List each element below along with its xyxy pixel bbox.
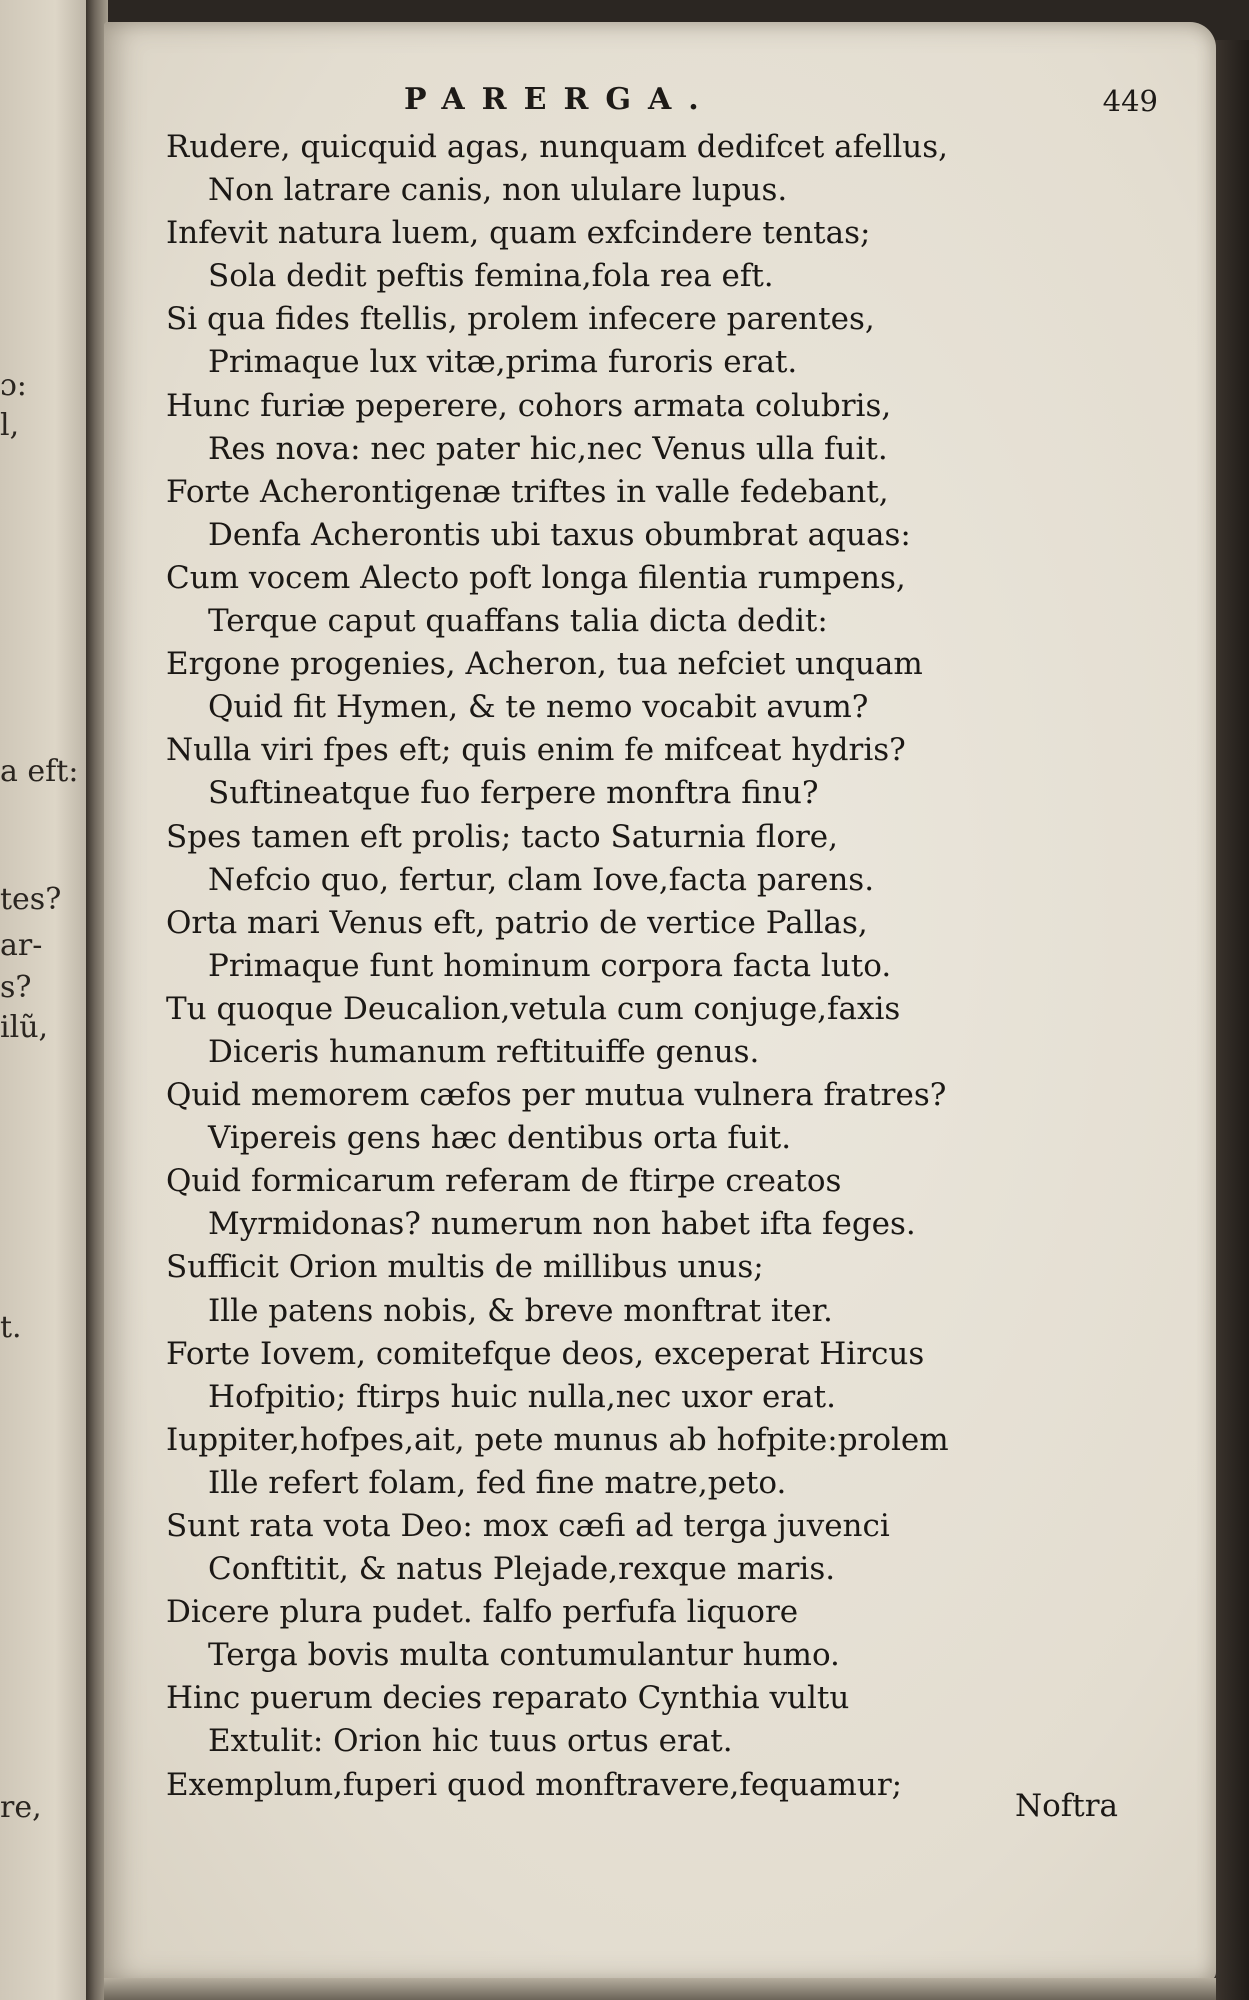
left-facing-page (0, 0, 92, 2000)
hexameter-line: Sunt rata vota Deo: mox cæfi ad terga juvenci (166, 1508, 890, 1544)
running-head: PARERGA. (404, 82, 716, 117)
left-margin-fragment: a eft: (0, 754, 79, 789)
page-header (104, 82, 1216, 132)
page-bottom-edge (104, 1978, 1216, 2000)
hexameter-line: Si qua fides ftellis, prolem infecere parentes, (166, 301, 875, 338)
catchword: Noftra (1014, 1788, 1118, 1824)
pentameter-line: Ille patens nobis, & breve monftrat iter. (208, 1292, 833, 1329)
pentameter-line: Res nova: nec pater hic,nec Venus ulla fuit. (208, 430, 888, 467)
pentameter-line: Suftineatque fuo ferpere monftra finu? (208, 775, 819, 812)
pentameter-line: Denfa Acherontis ubi taxus obumbrat aquas: (208, 516, 911, 553)
pentameter-line: Nefcio quo, fertur, clam Iove,facta parens. (208, 861, 875, 898)
hexameter-line: Iuppiter,hofpes,ait, pete munus ab hofpite:prolem (166, 1421, 949, 1458)
pentameter-line: Myrmidonas? numerum non habet ifta feges. (208, 1206, 916, 1243)
pentameter-line: Sola dedit peftis femina,fola rea eft. (208, 258, 774, 295)
pentameter-line: Ille refert folam, fed fine matre,peto. (208, 1464, 787, 1501)
right-page (104, 22, 1216, 1982)
hexameter-line: Ergone progenies, Acheron, tua nefciet unquam (166, 646, 923, 683)
hexameter-line: Hinc puerum decies reparato Cynthia vultu (166, 1680, 850, 1717)
hexameter-line: Spes tamen eft prolis; tacto Saturnia flore, (166, 818, 838, 855)
left-margin-fragment: t. (0, 1310, 22, 1345)
pentameter-line: Hofpitio; ftirps huic nulla,nec uxor erat. (208, 1378, 836, 1415)
hexameter-line: Forte Acherontigenæ triftes in valle fedebant, (166, 473, 889, 510)
hexameter-line: Hunc furiæ peperere, cohors armata colubris, (166, 387, 892, 424)
hexameter-line: Orta mari Venus eft, patrio de vertice Pallas, (166, 904, 868, 941)
left-margin-fragment: s? (0, 970, 32, 1005)
hexameter-line: Quid formicarum referam de ftirpe creatos (166, 1163, 842, 1200)
left-margin-fragment: ɔ: (0, 368, 27, 403)
pentameter-line: Extulit: Orion hic tuus ortus erat. (208, 1723, 733, 1760)
left-margin-fragment: ar- (0, 928, 43, 963)
hexameter-line: Infevit natura luem, quam exfcindere tentas; (166, 215, 871, 252)
hexameter-line: Rudere, quicquid agas, nunquam dedifcet afellus, (166, 129, 949, 165)
hexameter-line: Forte Iovem, comitefque deos, exceperat Hircus (166, 1335, 925, 1372)
pentameter-line: Diceris humanum reftituiffe genus. (208, 1033, 760, 1070)
hexameter-line: Tu quoque Deucalion,vetula cum conjuge,faxis (166, 990, 901, 1027)
pentameter-line: Vipereis gens hæc dentibus orta fuit. (208, 1120, 792, 1157)
left-margin-fragment: ilũ, (0, 1010, 49, 1045)
hexameter-line: Exemplum,fuperi quod monftravere,fequamur; (166, 1766, 903, 1803)
left-margin-fragment: re, (0, 1790, 42, 1825)
hexameter-line: Nulla viri fpes eft; quis enim fe mifceat hydris? (166, 732, 906, 769)
pentameter-line: Terque caput quaffans talia dicta dedit: (208, 603, 828, 640)
page-number: 449 (1102, 84, 1158, 118)
pentameter-line: Non latrare canis, non ululare lupus. (208, 172, 788, 209)
page-edge-shadow (1215, 40, 1249, 2000)
left-margin-fragment: l, (0, 408, 20, 443)
pentameter-line: Primaque funt hominum corpora facta luto. (208, 947, 892, 984)
pentameter-line: Conftitit, & natus Plejade,rexque maris. (208, 1551, 836, 1588)
verse-list (166, 126, 1176, 1807)
hexameter-line: Cum vocem Alecto poft longa filentia rumpens, (166, 559, 906, 596)
pentameter-line: Terga bovis multa contumulantur humo. (208, 1637, 840, 1674)
left-margin-fragment: tes? (0, 882, 62, 917)
pentameter-line: Primaque lux vitæ,prima furoris erat. (208, 344, 798, 381)
hexameter-line: Dicere plura pudet. falfo perfufa liquore (166, 1594, 799, 1631)
hexameter-line: Sufficit Orion multis de millibus unus; (166, 1249, 764, 1286)
pentameter-line: Quid fit Hymen, & te nemo vocabit avum? (208, 689, 869, 726)
hexameter-line: Quid memorem cæfos per mutua vulnera fratres? (166, 1077, 947, 1114)
